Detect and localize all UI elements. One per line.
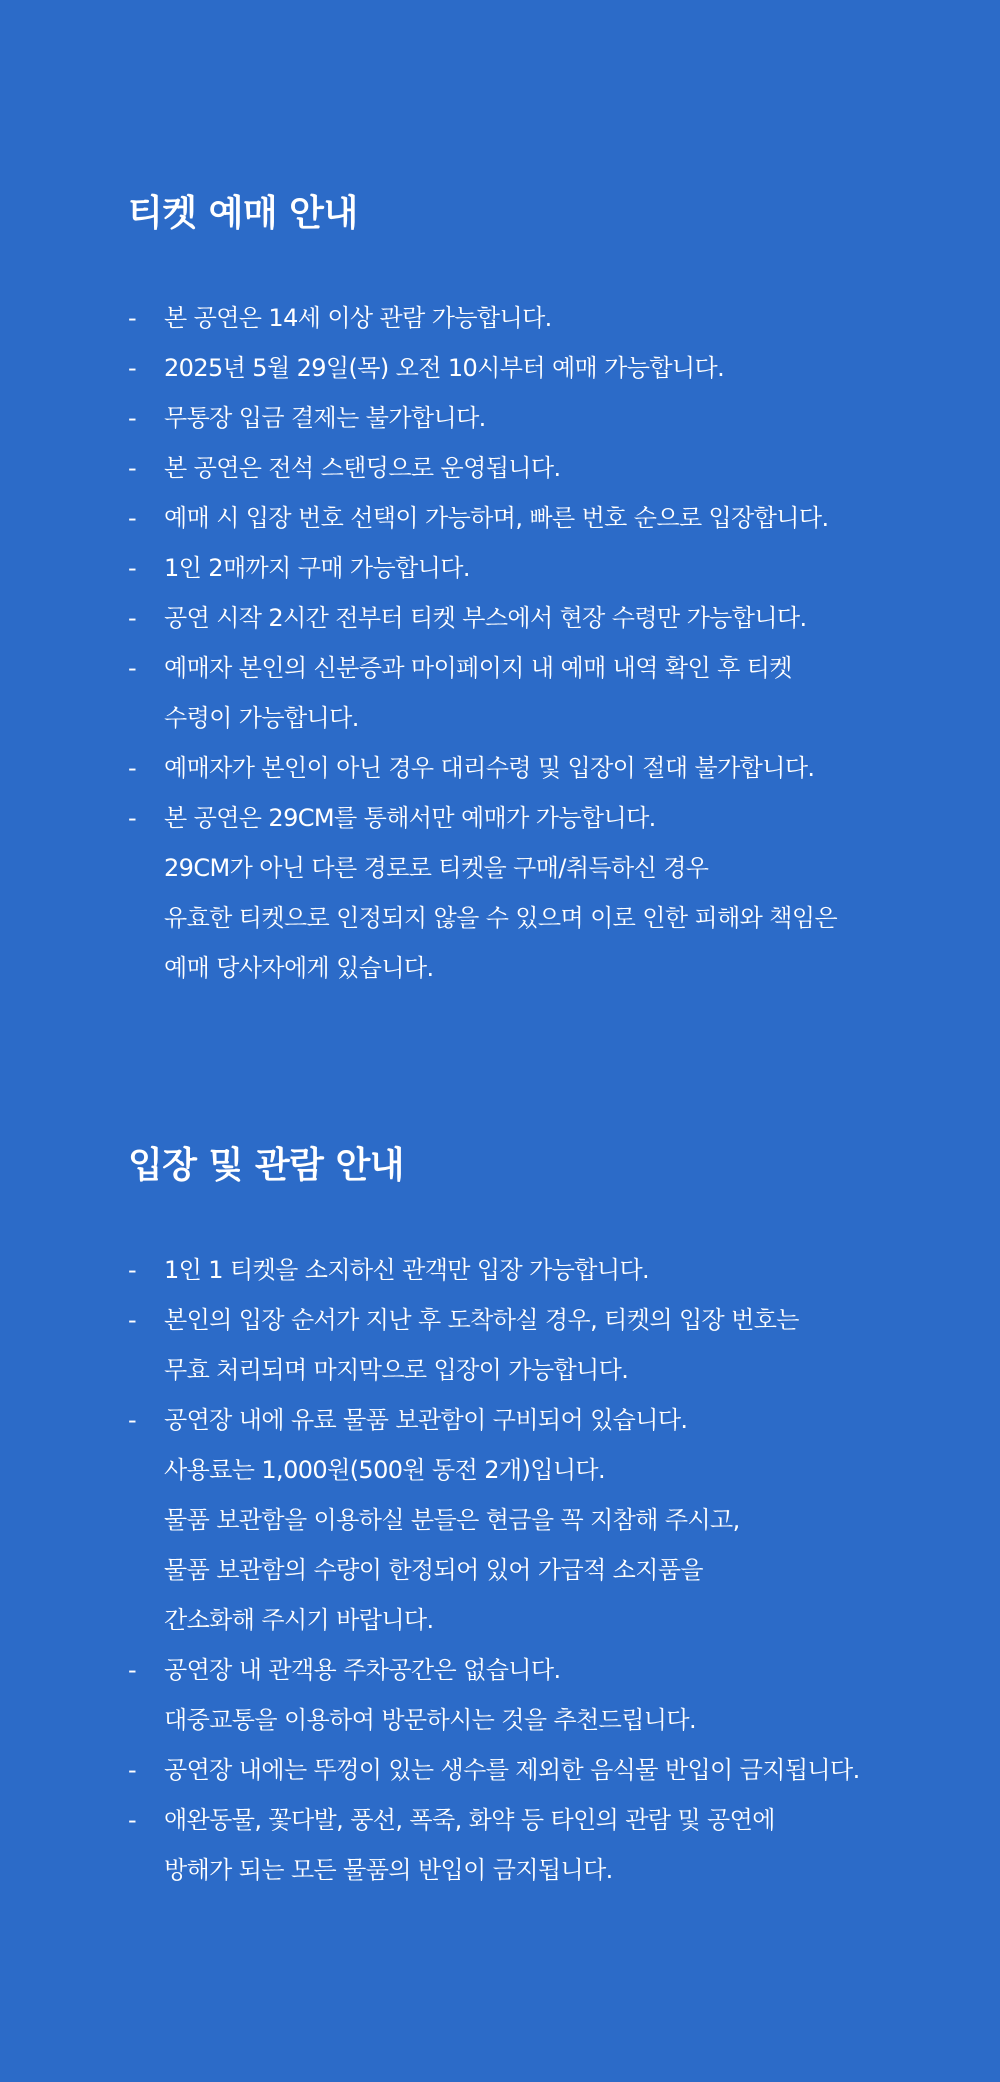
notice-list-item — [128, 543, 928, 593]
notice-text-line: 본 공연은 전석 스탠딩으로 운영됩니다. — [164, 454, 561, 482]
notice-list-item — [128, 793, 928, 993]
notice-text-line: 본 공연은 29CM를 통해서만 예매가 가능합니다. — [164, 804, 656, 832]
bullet-dash: - — [128, 754, 137, 782]
notice-list-item — [128, 1395, 928, 1645]
notice-text-line: 유효한 티켓으로 인정되지 않을 수 있으며 이로 인한 피해와 책임은 — [164, 904, 838, 932]
bullet-dash: - — [128, 604, 137, 632]
notice-text-line: 29CM가 아닌 다른 경로로 티켓을 구매/취득하신 경우 — [164, 854, 709, 882]
notice-text-line: 물품 보관함의 수량이 한정되어 있어 가급적 소지품을 — [164, 1556, 704, 1584]
notice-text-line: 예매자 본인의 신분증과 마이페이지 내 예매 내역 확인 후 티켓 — [164, 654, 792, 682]
notice-text-line: 사용료는 1,000원(500원 동전 2개)입니다. — [164, 1456, 606, 1484]
notice-list-item — [128, 393, 928, 443]
notice-list-item — [128, 443, 928, 493]
notice-list-item — [128, 1245, 928, 1295]
notice-list-item — [128, 1645, 928, 1745]
bullet-dash: - — [128, 1406, 137, 1434]
notice-text-line: 예매 당사자에게 있습니다. — [164, 954, 434, 982]
notice-text-line: 공연 시작 2시간 전부터 티켓 부스에서 현장 수령만 가능합니다. — [164, 604, 807, 632]
notice-text-line: 물품 보관함을 이용하실 분들은 현금을 꼭 지참해 주시고, — [164, 1506, 740, 1534]
ticket-booking-list — [128, 293, 928, 993]
entry-guide-list — [128, 1245, 928, 1895]
notice-list-item — [128, 743, 928, 793]
notice-list-item — [128, 493, 928, 543]
notice-list-item — [128, 1295, 928, 1395]
notice-text-line: 애완동물, 꽃다발, 풍선, 폭죽, 화약 등 타인의 관람 및 공연에 — [164, 1806, 775, 1834]
notice-text-line: 본인의 입장 순서가 지난 후 도착하실 경우, 티켓의 입장 번호는 — [164, 1306, 799, 1334]
notice-list-item — [128, 343, 928, 393]
ticket-booking-section — [128, 193, 928, 982]
ticket-booking-title: 티켓 예매 안내 — [128, 193, 358, 234]
notice-text-line: 수령이 가능합니다. — [164, 704, 359, 732]
notice-text-line: 예매자가 본인이 아닌 경우 대리수령 및 입장이 절대 불가합니다. — [164, 754, 815, 782]
entry-guide-section — [128, 1145, 928, 1884]
notice-list-item — [128, 593, 928, 643]
notice-text-line: 공연장 내에는 뚜껑이 있는 생수를 제외한 음식물 반입이 금지됩니다. — [164, 1756, 860, 1784]
notice-list-item — [128, 1745, 928, 1795]
notice-text-line: 2025년 5월 29일(목) 오전 10시부터 예매 가능합니다. — [164, 354, 725, 382]
bullet-dash: - — [128, 1256, 137, 1284]
notice-text-line: 예매 시 입장 번호 선택이 가능하며, 빠른 번호 순으로 입장합니다. — [164, 504, 829, 532]
bullet-dash: - — [128, 804, 137, 832]
notice-text-line: 1인 1 티켓을 소지하신 관객만 입장 가능합니다. — [164, 1256, 650, 1284]
bullet-dash: - — [128, 404, 137, 432]
bullet-dash: - — [128, 504, 137, 532]
notice-list-item — [128, 293, 928, 343]
bullet-dash: - — [128, 1756, 137, 1784]
notice-list-item — [128, 643, 928, 743]
bullet-dash: - — [128, 354, 137, 382]
notice-text-line: 1인 2매까지 구매 가능합니다. — [164, 554, 470, 582]
bullet-dash: - — [128, 1806, 137, 1834]
notice-list-item — [128, 1795, 928, 1895]
notice-text-line: 공연장 내에 유료 물품 보관함이 구비되어 있습니다. — [164, 1406, 688, 1434]
notice-text-line: 무효 처리되며 마지막으로 입장이 가능합니다. — [164, 1356, 629, 1384]
notice-text-line: 본 공연은 14세 이상 관람 가능합니다. — [164, 304, 552, 332]
bullet-dash: - — [128, 554, 137, 582]
entry-guide-title: 입장 및 관람 안내 — [128, 1145, 405, 1186]
bullet-dash: - — [128, 454, 137, 482]
bullet-dash: - — [128, 654, 137, 682]
bullet-dash: - — [128, 1306, 137, 1334]
notice-text-line: 무통장 입금 결제는 불가합니다. — [164, 404, 486, 432]
bullet-dash: - — [128, 1656, 137, 1684]
notice-text-line: 간소화해 주시기 바랍니다. — [164, 1606, 434, 1634]
notice-text-line: 방해가 되는 모든 물품의 반입이 금지됩니다. — [164, 1856, 613, 1884]
bullet-dash: - — [128, 304, 137, 332]
notice-text-line: 공연장 내 관객용 주차공간은 없습니다. — [164, 1656, 561, 1684]
notice-text-line: 대중교통을 이용하여 방문하시는 것을 추천드립니다. — [164, 1706, 696, 1734]
